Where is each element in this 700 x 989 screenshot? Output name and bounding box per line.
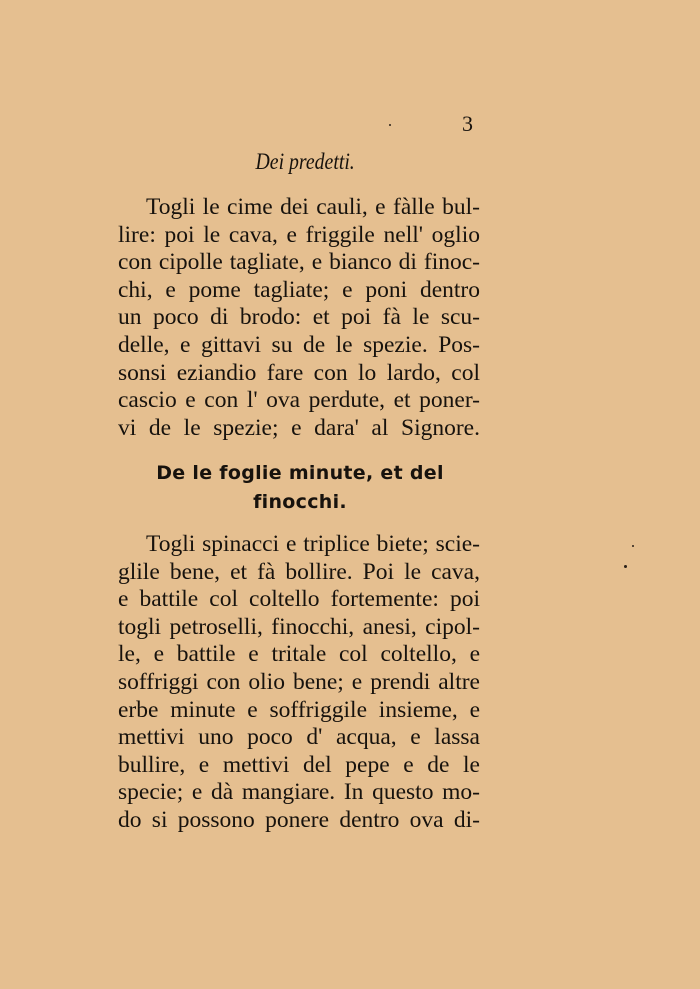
text-line: sonsi eziandio fare con lo lardo, col bbox=[118, 359, 480, 386]
paragraph-2 bbox=[118, 531, 480, 835]
ink-speck bbox=[389, 124, 391, 126]
section-heading-line-1: De le foglie minute, et del bbox=[156, 462, 444, 484]
text-line: con cipolle tagliate, e bianco di finoc- bbox=[118, 249, 480, 276]
text-line: bullire, e mettivi del pepe e de le bbox=[118, 751, 480, 778]
page-number: 3 bbox=[462, 111, 473, 136]
ink-speck bbox=[624, 565, 627, 568]
text-line: delle, e gittavi su de le spezie. Pos- bbox=[118, 331, 480, 358]
text-line: Togli le cime dei cauli, e fàlle bul- bbox=[146, 194, 480, 220]
text-line: togli petroselli, finocchi, anesi, cipol- bbox=[118, 613, 480, 640]
text-line: mettivi uno poco d' acqua, e lassa bbox=[118, 724, 480, 751]
section-heading-foglie-minute bbox=[112, 459, 488, 517]
text-line: e battile col coltello fortemente: poi bbox=[118, 586, 480, 613]
text-line: cascio e con l' ova perdute, et poner- bbox=[118, 387, 480, 414]
section-heading-dei-predetti: Dei predetti. bbox=[255, 149, 355, 174]
text-line: soffriggi con olio bene; e prendi altre bbox=[118, 668, 480, 695]
text-line: erbe minute e soffriggile insieme, e bbox=[118, 696, 480, 723]
text-line: vi de le spezie; e dara' al Signore. bbox=[118, 414, 480, 441]
text-line: le, e battile e tritale col coltello, e bbox=[118, 641, 480, 668]
text-line: un poco di brodo: et poi fà le scu- bbox=[118, 304, 480, 331]
text-line: specie; e dà mangiare. In questo mo- bbox=[118, 779, 480, 806]
text-line: lire: poi le cava, e friggile nell' oglio bbox=[118, 221, 480, 248]
text-line: glile bene, et fà bollire. Poi le cava, bbox=[118, 558, 480, 585]
text-line: Togli spinacci e triplice biete; scie- bbox=[146, 531, 480, 557]
text-line: do si possono ponere dentro ova di- bbox=[118, 806, 480, 833]
ink-speck bbox=[632, 545, 634, 547]
paragraph-1 bbox=[118, 194, 480, 442]
section-heading-line-2: finocchi. bbox=[253, 491, 347, 513]
text-line: chi, e pome tagliate; e poni dentro bbox=[118, 276, 480, 303]
